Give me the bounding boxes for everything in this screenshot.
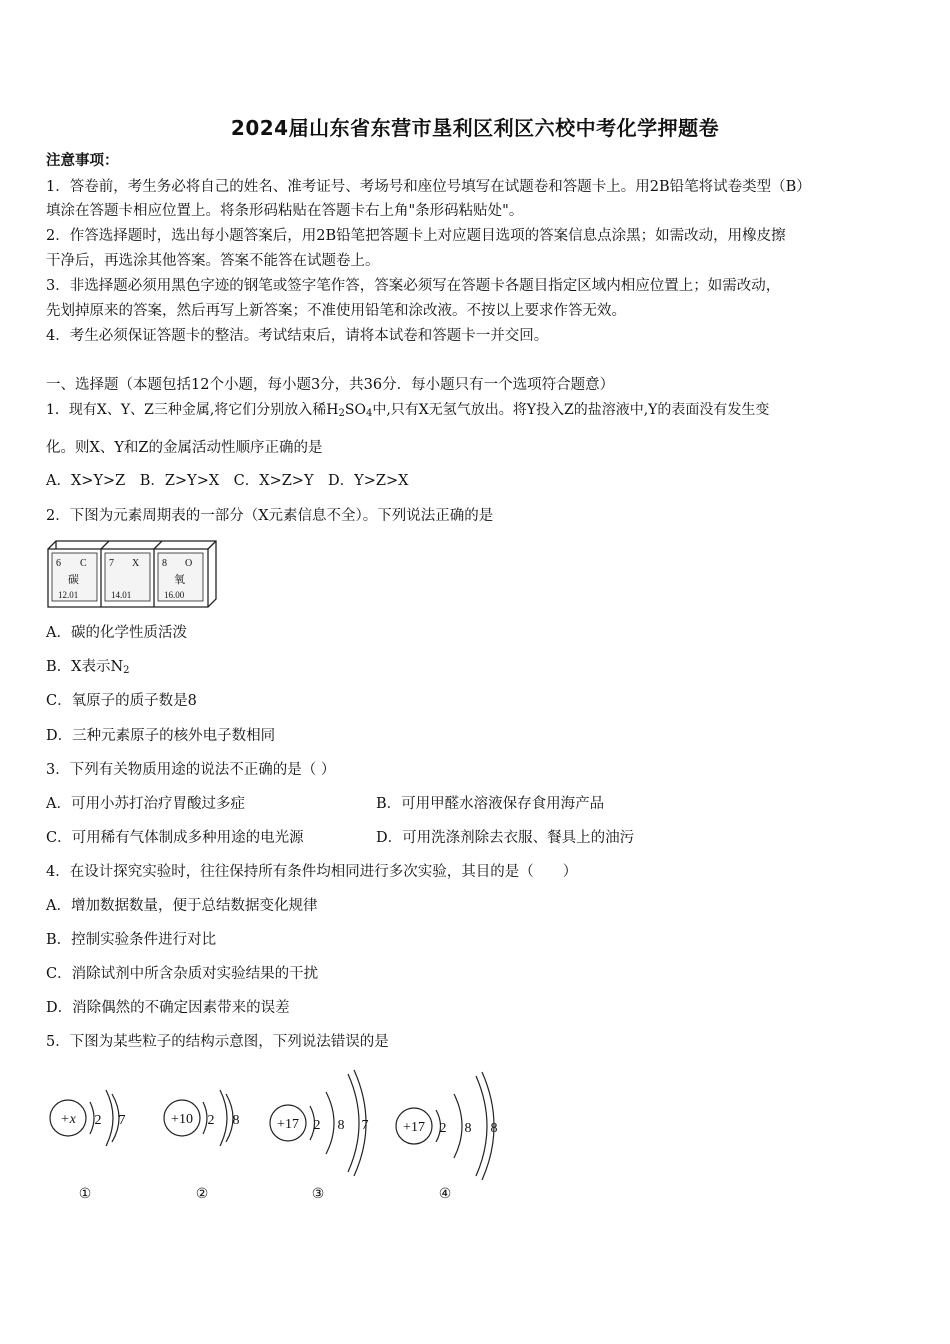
q1-options: A．X>Y>Z B．Z>Y>X C．X>Z>Y D．Y>Z>X: [46, 473, 409, 489]
q3-options-row2: [46, 828, 926, 848]
notice-line: 填涂在答题卡相应位置上。将条形码粘贴在答题卡右上角"条形码粘贴处"。: [46, 203, 524, 219]
particle-shell: 2: [94, 1113, 102, 1128]
page-title: 2024届山东省东营市垦利区利区六校中考化学押题卷: [230, 116, 720, 140]
q1-stem-line2: 化。则X、Y和Z的金属活动性顺序正确的是: [46, 440, 323, 456]
q4-option-a: A．增加数据数量，便于总结数据变化规律: [46, 898, 318, 914]
q3-option-d: D．可用洗涤剂除去衣服、餐具上的油污: [376, 830, 635, 846]
particle-shell: 2: [313, 1118, 321, 1133]
element-mass: 16.00: [164, 590, 185, 600]
element-symbol: O: [185, 558, 193, 569]
q2-option-c: C．氧原子的质子数是8: [46, 693, 197, 709]
q2-option-d: D．三种元素原子的核外电子数相同: [46, 728, 276, 744]
q2-stem: 2．下图为元素周期表的一部分（X元素信息不全）。下列说法正确的是: [46, 508, 494, 524]
element-name: 氧: [174, 574, 185, 586]
particle-nucleus: +17: [403, 1120, 425, 1135]
q5-stem: 5．下图为某些粒子的结构示意图，下列说法错误的是: [46, 1034, 389, 1050]
particle-shell: 7: [118, 1113, 126, 1128]
element-mass: 14.01: [111, 590, 132, 600]
particle-nucleus: +x: [60, 1112, 76, 1127]
particle-shell: 2: [439, 1121, 447, 1136]
section-heading: 一、选择题（本题包括12个小题，每小题3分，共36分．每小题只有一个选项符合题意）: [46, 377, 615, 393]
notice-line: 2．作答选择题时，选出每小题答案后，用2B铅笔把答题卡上对应题目选项的答案信息点涂黑；如需改动，用橡皮擦: [46, 228, 786, 244]
notice-line: 干净后，再选涂其他答案。答案不能答在试题卷上。: [46, 253, 380, 269]
element-number: 7: [109, 558, 114, 569]
element-mass: 12.01: [58, 590, 79, 600]
q3-option-a: A．可用小苏打治疗胃酸过多症: [46, 796, 245, 812]
element-symbol: X: [132, 558, 140, 569]
particle-shell: 2: [207, 1113, 215, 1128]
q4-option-d: D．消除偶然的不确定因素带来的误差: [46, 1000, 290, 1016]
notice-heading: 注意事项：: [46, 152, 119, 169]
particle-shell: 8: [337, 1118, 345, 1133]
q1-stem-line1: 1．现有X、Y、Z三种金属,将它们分别放入稀$H_2SO_4$中,只有X无氢气放出。将Y投入Z的盐溶液中,Y的表面没有发生变: [46, 402, 770, 419]
particle-label: ④: [438, 1187, 452, 1202]
particle-nucleus: +17: [277, 1117, 299, 1132]
particle-shell: 7: [361, 1118, 369, 1133]
element-number: 6: [56, 558, 61, 569]
particle-nucleus: +10: [171, 1112, 193, 1127]
notice-line: 3．非选择题必须用黑色字迹的钢笔或签字笔作答，答案必须写在答题卡各题目指定区域内相应位置上；如需改动，: [46, 278, 781, 294]
particle-shell: 8: [490, 1121, 498, 1136]
particle-shell: 8: [464, 1121, 472, 1136]
particle-label: ②: [195, 1187, 209, 1202]
q3-options-row1: [46, 794, 926, 814]
particle-label: ③: [311, 1187, 325, 1202]
notice-line: 先划掉原来的答案，然后再写上新答案；不准使用铅笔和涂改液。不按以上要求作答无效。: [46, 303, 626, 319]
element-number: 8: [162, 558, 167, 569]
q3-stem: 3．下列有关物质用途的说法不正确的是（ ）: [46, 762, 336, 778]
particle-structure-diagrams: [40, 1060, 520, 1205]
particle-label: ①: [78, 1187, 92, 1202]
q2-option-a: A．碳的化学性质活泼: [46, 625, 187, 641]
notice-line: 4．考生必须保证答题卡的整洁。考试结束后，请将本试卷和答题卡一并交回。: [46, 328, 549, 344]
q4-option-b: B．控制实验条件进行对比: [46, 932, 217, 948]
q2-option-b: B．X表示$N_2$: [46, 659, 130, 676]
notice-line: 1．答卷前，考生务必将自己的姓名、准考证号、考场号和座位号填写在试题卷和答题卡上。用2B铅笔将试卷类型（B）: [46, 179, 811, 195]
element-name: 碳: [68, 574, 79, 586]
element-symbol: C: [80, 558, 87, 569]
q4-stem: 4．在设计探究实验时，往往保持所有条件均相同进行多次实验，其目的是（ ）: [46, 864, 578, 880]
q3-option-b: B．可用甲醛水溶液保存食用海产品: [376, 796, 605, 812]
particle-shell: 8: [232, 1113, 240, 1128]
q4-option-c: C．消除试剂中所含杂质对实验结果的干扰: [46, 966, 319, 982]
q3-option-c: C．可用稀有气体制成多种用途的电光源: [46, 830, 304, 846]
periodic-table-fragment: [46, 539, 221, 611]
